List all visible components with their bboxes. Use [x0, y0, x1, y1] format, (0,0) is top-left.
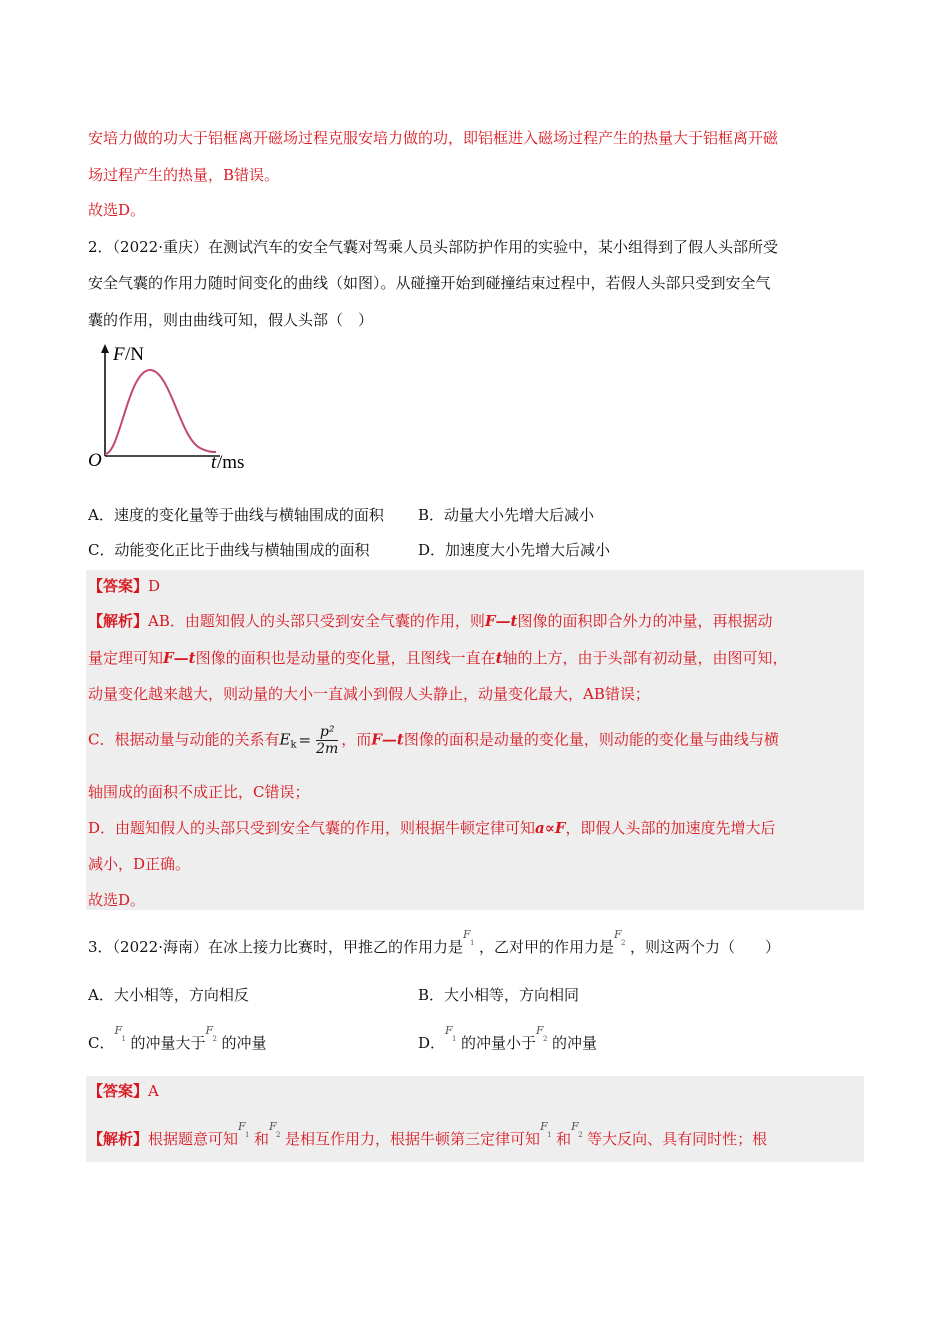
q2-option-b: B．动量大小先增大后减小 — [418, 506, 595, 524]
answer-value: D — [148, 577, 161, 595]
y-axis-arrow — [101, 344, 109, 353]
y-axis-label-unit: /N — [125, 344, 144, 365]
x-axis-label-unit: /ms — [217, 452, 245, 473]
origin-label: O — [88, 450, 102, 471]
q2-analysis-line-2: 量定理可知F—t图像的面积也是动量的变化量，且图线一直在t轴的上方，由于头部有初动量，由图可知， — [88, 649, 788, 667]
force-curve — [105, 370, 216, 454]
analysis-tag: 【解析】 — [88, 612, 149, 630]
q2-analysis-line-1: 【解析】AB．由题知假人的头部只受到安全气囊的作用，则F—t图像的面积即合外力的冲量，再根据动 — [88, 612, 773, 630]
q3-option-c: C． F 1 的冲量大于 F 2 的冲量 — [88, 1024, 267, 1052]
q3-answer: 【答案】A — [88, 1082, 159, 1100]
q3-analysis-line-1: 【解析】根据题意可知 F 1 和 F 2 是相互作用力，根据牛顿第三定律可知 F 1 和 F 2 等大反向、具有同时性；根 — [88, 1120, 768, 1148]
kinetic-energy-fraction: $\frac{\text{p²}}{2m}$ — [316, 724, 339, 757]
q2-stem-line-2: 安全气囊的作用力随时间变化的曲线（如图）。从碰撞开始到碰撞结束过程中，若假人头部只受到安全气 — [88, 274, 771, 292]
prev-analysis-line-2: 场过程产生的热量，B错误。 — [88, 166, 280, 184]
q2-analysis-line-3: 动量变化越来越大，则动量的大小一直减小到假人头静止，动量变化最大，AB错误； — [88, 685, 650, 703]
q2-analysis-d: D．由题知假人的头部只受到安全气囊的作用，则根据牛顿定律可知a∝F，即假人头部的加速度先增大后 — [88, 819, 776, 837]
q3-option-d: D． F 1 的冲量小于 F 2 的冲量 — [418, 1024, 598, 1052]
q2-stem-line-3: 囊的作用，则由曲线可知，假人头部（ ） — [88, 311, 374, 329]
q2-analysis-c-line-2: 轴围成的面积不成正比，C错误； — [88, 783, 310, 801]
q2-analysis-d-line-2: 减小，D正确。 — [88, 855, 191, 873]
q2-option-a: A．速度的变化量等于曲线与横轴围成的面积 — [88, 506, 384, 524]
q2-conclusion: 故选D。 — [88, 891, 146, 909]
q2-option-c: C．动能变化正比于曲线与横轴围成的面积 — [88, 541, 370, 559]
answer-tag: 【答案】 — [88, 577, 149, 595]
q2-option-d: D．加速度大小先增大后减小 — [418, 541, 611, 559]
prev-conclusion: 故选D。 — [88, 201, 146, 219]
x-axis-label-var: t — [211, 452, 217, 473]
prev-analysis-line-1: 安培力做的功大于铝框离开磁场过程克服安培力做的功，即铝框进入磁场过程产生的热量大于铝框离开磁 — [88, 129, 779, 147]
q2-analysis-c: C．根据动量与动能的关系有$E_k$ = $\frac{\text{p²}}{2m}$ ，而F—t图像的面积是动量的变化量，则动能的变化量与曲线与横 — [88, 724, 779, 757]
q2-stem-line-1: 2．（2022·重庆）在测试汽车的安全气囊对驾乘人员头部防护作用的实验中，某小组得到了假人头部所受 — [88, 238, 778, 256]
q3-option-a: A．大小相等，方向相反 — [88, 986, 249, 1004]
q3-option-b: B．大小相等，方向相同 — [418, 986, 580, 1004]
q2-answer — [88, 575, 160, 597]
y-axis-label-var: F — [113, 344, 125, 365]
force-time-graph — [84, 338, 264, 478]
q3-stem: 3．（2022·海南）在冰上接力比赛时，甲推乙的作用力是 F 1 ，乙对甲的作用力是 F 2 ，则这两个力（ ） — [88, 928, 781, 956]
